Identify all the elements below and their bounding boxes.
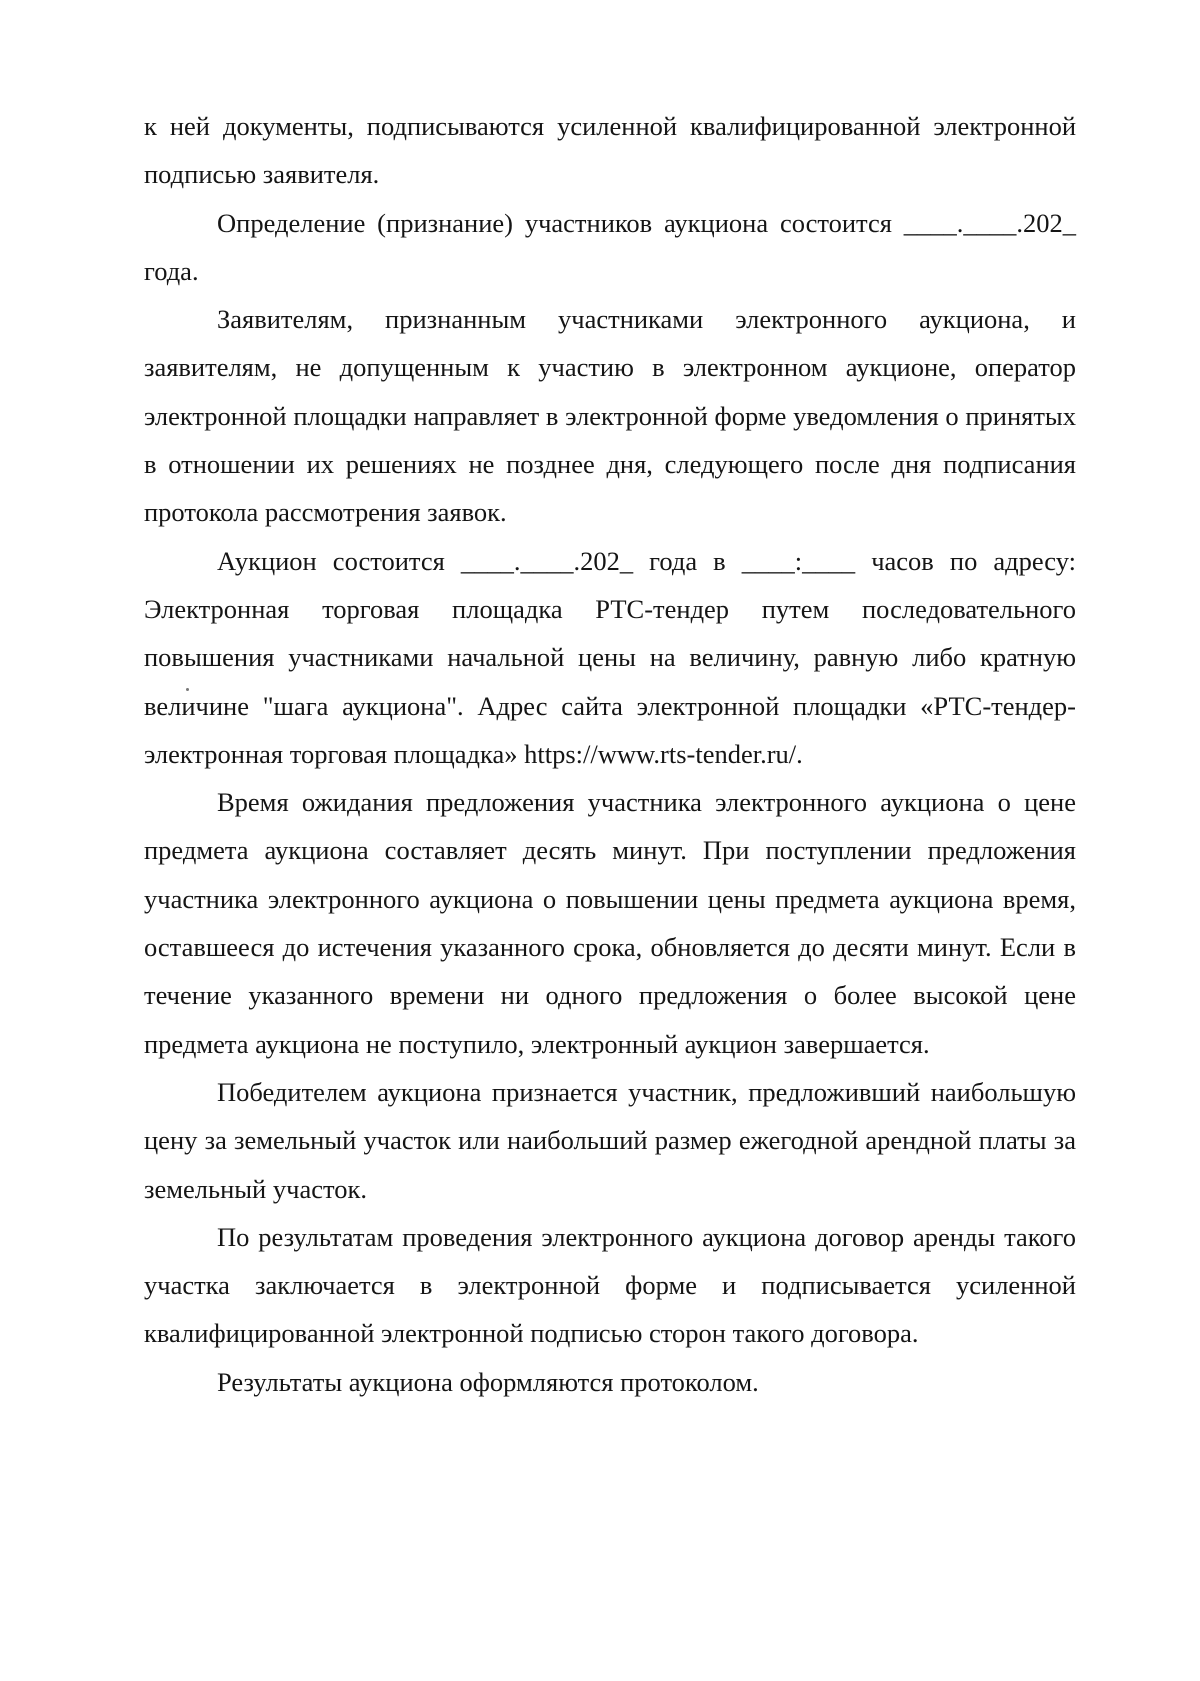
paragraph-results: Результаты аукциона оформляются протоколом. bbox=[217, 1366, 759, 1397]
paragraph-waiting-time: Время ожидания предложения участника электронного аукциона о цене предмета аукциона составляет десять минут. При поступлении предложения участника электронного аукциона о повышении цены предмета аукциона время, оставшееся до истечения указанного срока, обновляется до десяти минут. Если в течение указанного времени ни одного предложения о более высокой цене предмета аукциона не поступило, электронный аукцион завершается. bbox=[144, 787, 1076, 1059]
paragraph-auction-date: Аукцион состоится ____.____.202_ года в ____:____ часов по адресу: Электронная торговая площадка РТС-тендер путем последовательного повышения участниками начальной цены на величину, равную либо кратную величине "шага аукциона". Адрес сайта электронной площадки «РТС-тендер-электронная торговая площадка» https://www.rts-tender.ru/. bbox=[144, 545, 1076, 769]
paragraph-contract: По результатам проведения электронного аукциона договор аренды такого участка заключается в электронной форме и подписывается усиленной квалифицированной электронной подписью сторон такого договора. bbox=[144, 1221, 1076, 1349]
paragraph-winner: Победителем аукциона признается участник, предложивший наибольшую цену за земельный участок или наибольший размер ежегодной арендной платы за земельный участок. bbox=[144, 1076, 1076, 1204]
paragraph-continuation: к ней документы, подписываются усиленной квалифицированной электронной подписью заявителя. bbox=[144, 111, 1076, 190]
paragraph-notifications: Заявителям, признанным участниками электронного аукциона, и заявителям, не допущенным к участию в электронном аукционе, оператор электронной площадки направляет в электронной форме уведомления о принятых в отношении их решениях не позднее дня, следующего после дня подписания протокола рассмотрения заявок. bbox=[144, 304, 1076, 528]
paragraph-participants-determination: Определение (признание) участников аукциона состоится ____.____.202_ года. bbox=[144, 207, 1076, 286]
document-body bbox=[144, 102, 1076, 1406]
scan-speck bbox=[186, 688, 189, 691]
